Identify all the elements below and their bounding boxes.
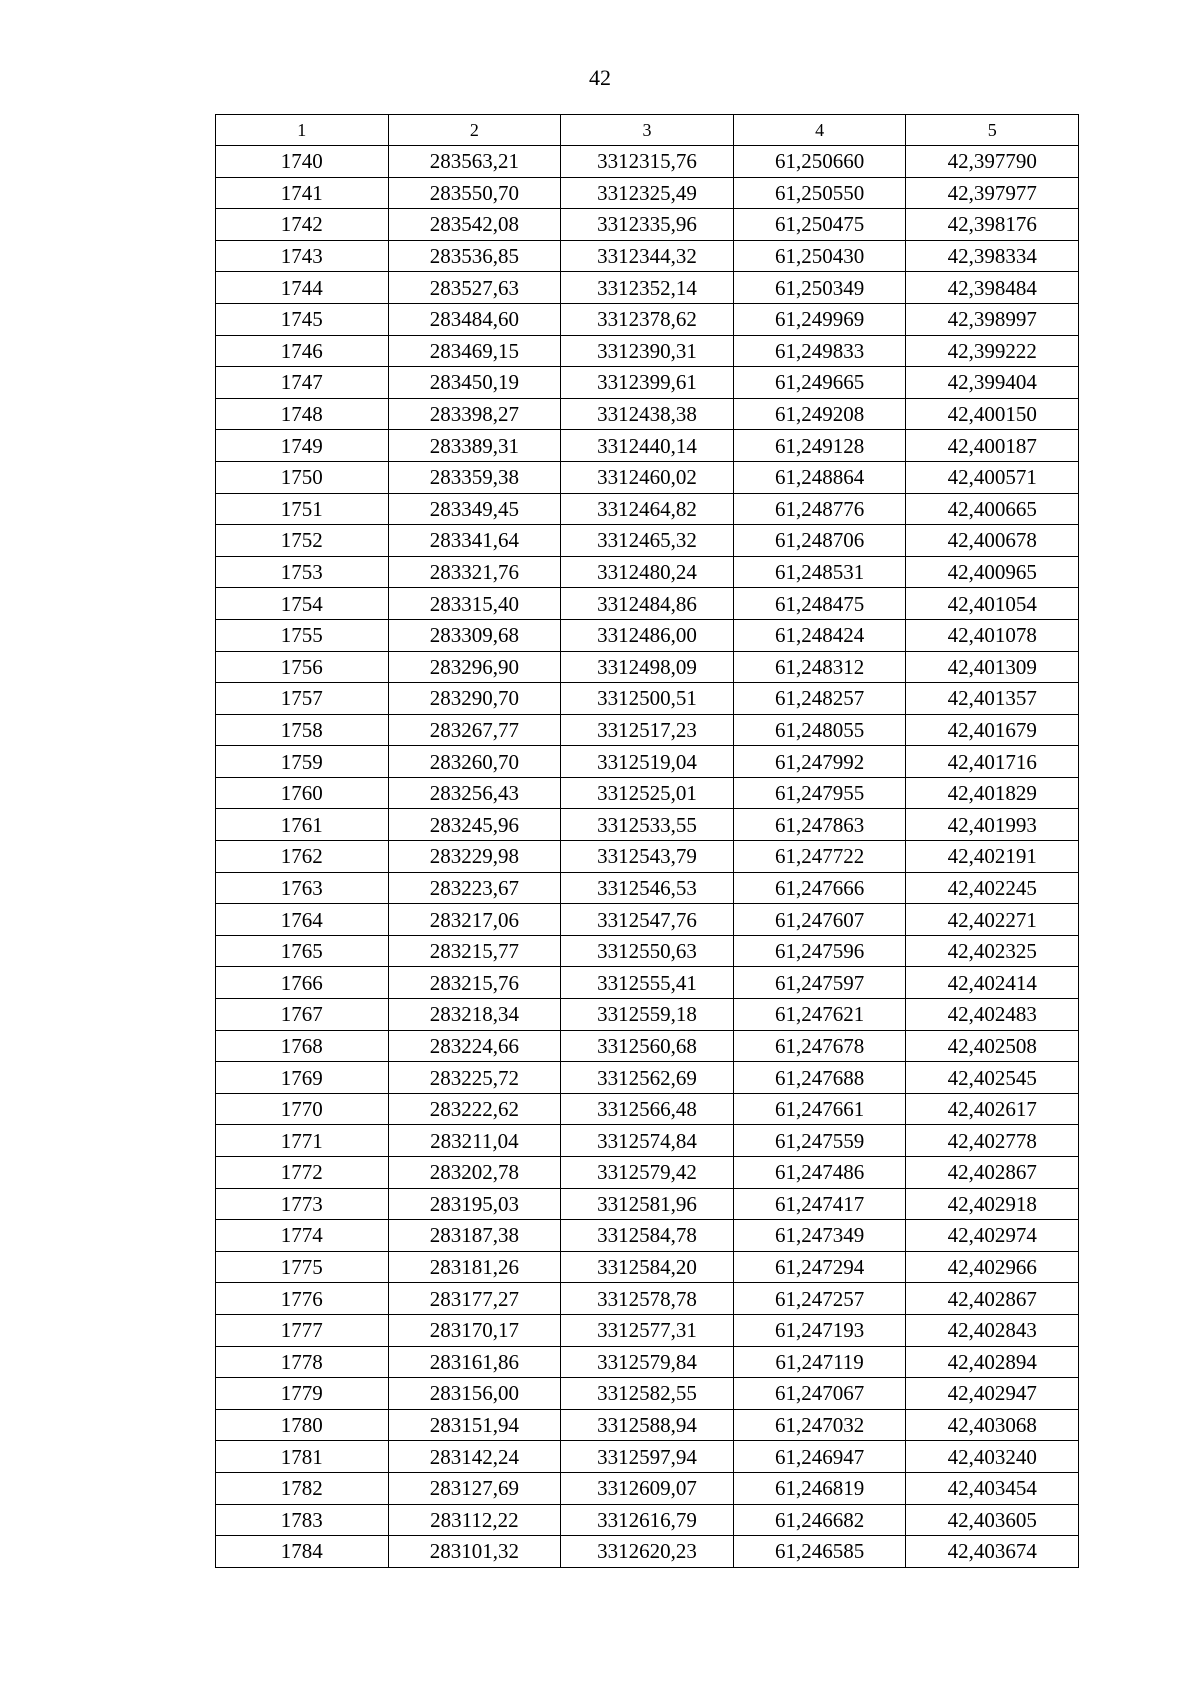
table-row xyxy=(216,841,1079,873)
table-cell-col-1: 1784 xyxy=(216,1536,389,1568)
table-row xyxy=(216,746,1079,778)
table-cell-col-4: 61,247349 xyxy=(733,1220,906,1252)
table-cell-col-3: 3312562,69 xyxy=(561,1062,734,1094)
table-cell-col-5: 42,399222 xyxy=(906,335,1079,367)
table-cell-col-2: 283224,66 xyxy=(388,1030,561,1062)
table-cell-col-4: 61,248776 xyxy=(733,493,906,525)
table-cell-col-1: 1755 xyxy=(216,619,389,651)
table-cell-col-3: 3312560,68 xyxy=(561,1030,734,1062)
table-cell-col-4: 61,247294 xyxy=(733,1251,906,1283)
table-cell-col-1: 1756 xyxy=(216,651,389,683)
table-cell-col-4: 61,250349 xyxy=(733,272,906,304)
table-cell-col-1: 1781 xyxy=(216,1441,389,1473)
table-cell-col-1: 1741 xyxy=(216,177,389,209)
table-cell-col-3: 3312543,79 xyxy=(561,841,734,873)
table-cell-col-1: 1766 xyxy=(216,967,389,999)
table-cell-col-5: 42,402894 xyxy=(906,1346,1079,1378)
table-row xyxy=(216,1346,1079,1378)
table-row xyxy=(216,1441,1079,1473)
table-cell-col-4: 61,247417 xyxy=(733,1188,906,1220)
table-cell-col-2: 283223,67 xyxy=(388,872,561,904)
table-cell-col-2: 283542,08 xyxy=(388,209,561,241)
table-cell-col-1: 1777 xyxy=(216,1314,389,1346)
table-cell-col-5: 42,400678 xyxy=(906,525,1079,557)
table-cell-col-3: 3312378,62 xyxy=(561,303,734,335)
table-row xyxy=(216,872,1079,904)
table-cell-col-5: 42,403068 xyxy=(906,1409,1079,1441)
table-cell-col-3: 3312486,00 xyxy=(561,619,734,651)
table-cell-col-3: 3312588,94 xyxy=(561,1409,734,1441)
table-row xyxy=(216,367,1079,399)
table-cell-col-4: 61,249969 xyxy=(733,303,906,335)
table-cell-col-2: 283222,62 xyxy=(388,1093,561,1125)
table-cell-col-4: 61,248312 xyxy=(733,651,906,683)
table-cell-col-2: 283321,76 xyxy=(388,556,561,588)
table-row xyxy=(216,493,1079,525)
table-row xyxy=(216,588,1079,620)
table-row xyxy=(216,1378,1079,1410)
table-cell-col-3: 3312579,42 xyxy=(561,1157,734,1189)
table-cell-col-5: 42,397790 xyxy=(906,146,1079,178)
table-cell-col-4: 61,248424 xyxy=(733,619,906,651)
table-cell-col-3: 3312464,82 xyxy=(561,493,734,525)
table-cell-col-5: 42,401993 xyxy=(906,809,1079,841)
table-cell-col-4: 61,247688 xyxy=(733,1062,906,1094)
table-header xyxy=(216,115,1079,146)
table-cell-col-3: 3312517,23 xyxy=(561,714,734,746)
table-cell-col-3: 3312533,55 xyxy=(561,809,734,841)
table-cell-col-5: 42,398176 xyxy=(906,209,1079,241)
table-cell-col-5: 42,400665 xyxy=(906,493,1079,525)
table-cell-col-3: 3312335,96 xyxy=(561,209,734,241)
table-cell-col-3: 3312579,84 xyxy=(561,1346,734,1378)
table-cell-col-3: 3312566,48 xyxy=(561,1093,734,1125)
table-cell-col-4: 61,247257 xyxy=(733,1283,906,1315)
table-cell-col-5: 42,402843 xyxy=(906,1314,1079,1346)
table-cell-col-1: 1760 xyxy=(216,777,389,809)
table-row xyxy=(216,777,1079,809)
table-cell-col-4: 61,247863 xyxy=(733,809,906,841)
table-row xyxy=(216,1536,1079,1568)
table-cell-col-4: 61,247559 xyxy=(733,1125,906,1157)
table-cell-col-1: 1772 xyxy=(216,1157,389,1189)
table-cell-col-4: 61,247067 xyxy=(733,1378,906,1410)
table-row xyxy=(216,1030,1079,1062)
table-cell-col-2: 283177,27 xyxy=(388,1283,561,1315)
table-cell-col-1: 1746 xyxy=(216,335,389,367)
table-cell-col-2: 283484,60 xyxy=(388,303,561,335)
table-row xyxy=(216,461,1079,493)
table-cell-col-2: 283170,17 xyxy=(388,1314,561,1346)
table-cell-col-2: 283359,38 xyxy=(388,461,561,493)
table-cell-col-4: 61,248055 xyxy=(733,714,906,746)
table-cell-col-5: 42,401054 xyxy=(906,588,1079,620)
table-cell-col-1: 1748 xyxy=(216,398,389,430)
table-cell-col-4: 61,250475 xyxy=(733,209,906,241)
table-cell-col-5: 42,402191 xyxy=(906,841,1079,873)
table-cell-col-3: 3312315,76 xyxy=(561,146,734,178)
table-row xyxy=(216,146,1079,178)
table-cell-col-1: 1754 xyxy=(216,588,389,620)
table-cell-col-4: 61,247032 xyxy=(733,1409,906,1441)
table-cell-col-1: 1769 xyxy=(216,1062,389,1094)
table-cell-col-4: 61,250430 xyxy=(733,240,906,272)
table-cell-col-4: 61,247722 xyxy=(733,841,906,873)
table-cell-col-4: 61,247992 xyxy=(733,746,906,778)
table-cell-col-2: 283142,24 xyxy=(388,1441,561,1473)
table-cell-col-1: 1767 xyxy=(216,999,389,1031)
table-cell-col-3: 3312597,94 xyxy=(561,1441,734,1473)
table-cell-col-3: 3312581,96 xyxy=(561,1188,734,1220)
table-row xyxy=(216,1125,1079,1157)
table-cell-col-3: 3312525,01 xyxy=(561,777,734,809)
table-cell-col-3: 3312465,32 xyxy=(561,525,734,557)
table-row xyxy=(216,1283,1079,1315)
table-cell-col-3: 3312519,04 xyxy=(561,746,734,778)
table-row xyxy=(216,272,1079,304)
table-cell-col-4: 61,248864 xyxy=(733,461,906,493)
table-row xyxy=(216,209,1079,241)
table-cell-col-5: 42,403605 xyxy=(906,1504,1079,1536)
table-cell-col-5: 42,402947 xyxy=(906,1378,1079,1410)
table-cell-col-4: 61,247621 xyxy=(733,999,906,1031)
table-cell-col-2: 283187,38 xyxy=(388,1220,561,1252)
table-cell-col-1: 1761 xyxy=(216,809,389,841)
table-cell-col-3: 3312578,78 xyxy=(561,1283,734,1315)
table-row xyxy=(216,1472,1079,1504)
table-row xyxy=(216,556,1079,588)
table-cell-col-1: 1780 xyxy=(216,1409,389,1441)
table-row xyxy=(216,1157,1079,1189)
table-cell-col-5: 42,398334 xyxy=(906,240,1079,272)
table-cell-col-2: 283260,70 xyxy=(388,746,561,778)
table-cell-col-3: 3312484,86 xyxy=(561,588,734,620)
table-cell-col-2: 283267,77 xyxy=(388,714,561,746)
table-row xyxy=(216,651,1079,683)
table-cell-col-1: 1749 xyxy=(216,430,389,462)
table-cell-col-2: 283101,32 xyxy=(388,1536,561,1568)
table-cell-col-5: 42,402271 xyxy=(906,904,1079,936)
table-cell-col-1: 1770 xyxy=(216,1093,389,1125)
table-cell-col-5: 42,397977 xyxy=(906,177,1079,209)
table-cell-col-3: 3312390,31 xyxy=(561,335,734,367)
table-cell-col-1: 1771 xyxy=(216,1125,389,1157)
table-cell-col-5: 42,403674 xyxy=(906,1536,1079,1568)
table-cell-col-2: 283211,04 xyxy=(388,1125,561,1157)
table-cell-col-3: 3312620,23 xyxy=(561,1536,734,1568)
table-row xyxy=(216,303,1079,335)
table-row xyxy=(216,1220,1079,1252)
table-cell-col-5: 42,402508 xyxy=(906,1030,1079,1062)
table-cell-col-3: 3312546,53 xyxy=(561,872,734,904)
table-cell-col-5: 42,400965 xyxy=(906,556,1079,588)
table-cell-col-2: 283202,78 xyxy=(388,1157,561,1189)
table-cell-col-4: 61,246819 xyxy=(733,1472,906,1504)
table-cell-col-5: 42,400571 xyxy=(906,461,1079,493)
table-cell-col-5: 42,402974 xyxy=(906,1220,1079,1252)
table-row xyxy=(216,240,1079,272)
table-cell-col-1: 1773 xyxy=(216,1188,389,1220)
table-cell-col-4: 61,249665 xyxy=(733,367,906,399)
table-body xyxy=(216,146,1079,1568)
table-row xyxy=(216,904,1079,936)
table-cell-col-3: 3312438,38 xyxy=(561,398,734,430)
table-cell-col-4: 61,247678 xyxy=(733,1030,906,1062)
table-cell-col-3: 3312609,07 xyxy=(561,1472,734,1504)
table-cell-col-4: 61,248257 xyxy=(733,683,906,715)
table-cell-col-1: 1759 xyxy=(216,746,389,778)
table-cell-col-3: 3312344,32 xyxy=(561,240,734,272)
column-header-3: 3 xyxy=(561,115,734,146)
table-row xyxy=(216,1409,1079,1441)
table-cell-col-2: 283151,94 xyxy=(388,1409,561,1441)
table-cell-col-3: 3312547,76 xyxy=(561,904,734,936)
table-cell-col-4: 61,246585 xyxy=(733,1536,906,1568)
table-cell-col-5: 42,401679 xyxy=(906,714,1079,746)
table-cell-col-5: 42,402867 xyxy=(906,1157,1079,1189)
table-cell-col-1: 1744 xyxy=(216,272,389,304)
table-cell-col-5: 42,402867 xyxy=(906,1283,1079,1315)
table-cell-col-5: 42,402617 xyxy=(906,1093,1079,1125)
table-cell-col-4: 61,247955 xyxy=(733,777,906,809)
table-row xyxy=(216,1504,1079,1536)
table-cell-col-5: 42,401829 xyxy=(906,777,1079,809)
table-cell-col-5: 42,402778 xyxy=(906,1125,1079,1157)
table-cell-col-2: 283215,77 xyxy=(388,935,561,967)
table-cell-col-2: 283450,19 xyxy=(388,367,561,399)
table-cell-col-2: 283309,68 xyxy=(388,619,561,651)
table-cell-col-3: 3312460,02 xyxy=(561,461,734,493)
table-cell-col-3: 3312498,09 xyxy=(561,651,734,683)
table-cell-col-3: 3312574,84 xyxy=(561,1125,734,1157)
table-row xyxy=(216,967,1079,999)
table-cell-col-1: 1774 xyxy=(216,1220,389,1252)
table-cell-col-4: 61,248531 xyxy=(733,556,906,588)
table-row xyxy=(216,1062,1079,1094)
table-cell-col-2: 283469,15 xyxy=(388,335,561,367)
table-cell-col-2: 283161,86 xyxy=(388,1346,561,1378)
table-cell-col-1: 1765 xyxy=(216,935,389,967)
table-cell-col-5: 42,398484 xyxy=(906,272,1079,304)
table-cell-col-3: 3312555,41 xyxy=(561,967,734,999)
table-cell-col-3: 3312500,51 xyxy=(561,683,734,715)
table-cell-col-5: 42,402483 xyxy=(906,999,1079,1031)
table-cell-col-2: 283315,40 xyxy=(388,588,561,620)
table-row xyxy=(216,1188,1079,1220)
table-cell-col-2: 283536,85 xyxy=(388,240,561,272)
table-cell-col-3: 3312584,78 xyxy=(561,1220,734,1252)
table-cell-col-1: 1745 xyxy=(216,303,389,335)
table-cell-col-4: 61,247119 xyxy=(733,1346,906,1378)
table-cell-col-4: 61,248706 xyxy=(733,525,906,557)
table-cell-col-5: 42,400150 xyxy=(906,398,1079,430)
table-cell-col-1: 1740 xyxy=(216,146,389,178)
table-cell-col-2: 283527,63 xyxy=(388,272,561,304)
table-cell-col-5: 42,402414 xyxy=(906,967,1079,999)
table-cell-col-5: 42,398997 xyxy=(906,303,1079,335)
table-cell-col-1: 1776 xyxy=(216,1283,389,1315)
table-cell-col-5: 42,403454 xyxy=(906,1472,1079,1504)
table-cell-col-2: 283195,03 xyxy=(388,1188,561,1220)
table-cell-col-2: 283156,00 xyxy=(388,1378,561,1410)
column-header-2: 2 xyxy=(388,115,561,146)
table-row xyxy=(216,177,1079,209)
table-row xyxy=(216,1314,1079,1346)
table-cell-col-1: 1783 xyxy=(216,1504,389,1536)
table-row xyxy=(216,335,1079,367)
table-cell-col-4: 61,249208 xyxy=(733,398,906,430)
table-cell-col-2: 283217,06 xyxy=(388,904,561,936)
table-cell-col-4: 61,249833 xyxy=(733,335,906,367)
table-cell-col-2: 283296,90 xyxy=(388,651,561,683)
table-cell-col-4: 61,248475 xyxy=(733,588,906,620)
table-cell-col-3: 3312584,20 xyxy=(561,1251,734,1283)
table-cell-col-1: 1778 xyxy=(216,1346,389,1378)
table-cell-col-1: 1742 xyxy=(216,209,389,241)
table-cell-col-4: 61,247486 xyxy=(733,1157,906,1189)
table-row xyxy=(216,714,1079,746)
table-cell-col-1: 1763 xyxy=(216,872,389,904)
table-cell-col-1: 1779 xyxy=(216,1378,389,1410)
table-cell-col-4: 61,246947 xyxy=(733,1441,906,1473)
table-cell-col-3: 3312352,14 xyxy=(561,272,734,304)
table-row xyxy=(216,1251,1079,1283)
table-cell-col-3: 3312440,14 xyxy=(561,430,734,462)
table-cell-col-2: 283225,72 xyxy=(388,1062,561,1094)
table-cell-col-2: 283398,27 xyxy=(388,398,561,430)
table-cell-col-5: 42,403240 xyxy=(906,1441,1079,1473)
table-row xyxy=(216,430,1079,462)
table-cell-col-2: 283229,98 xyxy=(388,841,561,873)
table-cell-col-5: 42,401357 xyxy=(906,683,1079,715)
table-cell-col-1: 1782 xyxy=(216,1472,389,1504)
table-cell-col-5: 42,400187 xyxy=(906,430,1079,462)
table-cell-col-1: 1775 xyxy=(216,1251,389,1283)
table-row xyxy=(216,809,1079,841)
table-cell-col-4: 61,247193 xyxy=(733,1314,906,1346)
table-cell-col-2: 283256,43 xyxy=(388,777,561,809)
table-cell-col-1: 1750 xyxy=(216,461,389,493)
table-row xyxy=(216,683,1079,715)
table-cell-col-4: 61,247661 xyxy=(733,1093,906,1125)
table-row xyxy=(216,999,1079,1031)
table-row xyxy=(216,619,1079,651)
table-cell-col-4: 61,247666 xyxy=(733,872,906,904)
table-cell-col-1: 1768 xyxy=(216,1030,389,1062)
table-cell-col-4: 61,247607 xyxy=(733,904,906,936)
table-cell-col-5: 42,402325 xyxy=(906,935,1079,967)
table-cell-col-5: 42,399404 xyxy=(906,367,1079,399)
table-cell-col-1: 1764 xyxy=(216,904,389,936)
table-cell-col-2: 283215,76 xyxy=(388,967,561,999)
table-cell-col-5: 42,402245 xyxy=(906,872,1079,904)
table-cell-col-2: 283245,96 xyxy=(388,809,561,841)
table-cell-col-1: 1762 xyxy=(216,841,389,873)
column-header-5: 5 xyxy=(906,115,1079,146)
table-cell-col-1: 1743 xyxy=(216,240,389,272)
page-number: 42 xyxy=(589,65,611,90)
table-row xyxy=(216,1093,1079,1125)
table-cell-col-4: 61,250660 xyxy=(733,146,906,178)
table-cell-col-2: 283290,70 xyxy=(388,683,561,715)
table-cell-col-3: 3312325,49 xyxy=(561,177,734,209)
table-cell-col-3: 3312550,63 xyxy=(561,935,734,967)
table-cell-col-1: 1747 xyxy=(216,367,389,399)
table-cell-col-2: 283341,64 xyxy=(388,525,561,557)
table-cell-col-1: 1757 xyxy=(216,683,389,715)
table-cell-col-4: 61,249128 xyxy=(733,430,906,462)
table-cell-col-4: 61,247597 xyxy=(733,967,906,999)
table-cell-col-2: 283563,21 xyxy=(388,146,561,178)
table-cell-col-4: 61,246682 xyxy=(733,1504,906,1536)
header-row xyxy=(216,115,1079,146)
table-cell-col-2: 283127,69 xyxy=(388,1472,561,1504)
table-cell-col-4: 61,247596 xyxy=(733,935,906,967)
table-cell-col-2: 283218,34 xyxy=(388,999,561,1031)
table-cell-col-3: 3312582,55 xyxy=(561,1378,734,1410)
table-cell-col-5: 42,401309 xyxy=(906,651,1079,683)
table-cell-col-5: 42,402966 xyxy=(906,1251,1079,1283)
column-header-1: 1 xyxy=(216,115,389,146)
table-cell-col-5: 42,401078 xyxy=(906,619,1079,651)
column-header-4: 4 xyxy=(733,115,906,146)
table-row xyxy=(216,525,1079,557)
table-cell-col-1: 1752 xyxy=(216,525,389,557)
table-cell-col-5: 42,402545 xyxy=(906,1062,1079,1094)
table-row xyxy=(216,935,1079,967)
table-cell-col-2: 283181,26 xyxy=(388,1251,561,1283)
table-cell-col-3: 3312577,31 xyxy=(561,1314,734,1346)
table-cell-col-3: 3312399,61 xyxy=(561,367,734,399)
table-cell-col-3: 3312559,18 xyxy=(561,999,734,1031)
table-cell-col-1: 1753 xyxy=(216,556,389,588)
table-cell-col-2: 283112,22 xyxy=(388,1504,561,1536)
table-cell-col-2: 283550,70 xyxy=(388,177,561,209)
table-cell-col-1: 1751 xyxy=(216,493,389,525)
table-cell-col-5: 42,401716 xyxy=(906,746,1079,778)
table-cell-col-2: 283349,45 xyxy=(388,493,561,525)
table-cell-col-3: 3312616,79 xyxy=(561,1504,734,1536)
table-row xyxy=(216,398,1079,430)
coordinates-table xyxy=(215,114,1079,1568)
table-cell-col-3: 3312480,24 xyxy=(561,556,734,588)
table-cell-col-1: 1758 xyxy=(216,714,389,746)
table-cell-col-4: 61,250550 xyxy=(733,177,906,209)
table-cell-col-5: 42,402918 xyxy=(906,1188,1079,1220)
table-cell-col-2: 283389,31 xyxy=(388,430,561,462)
